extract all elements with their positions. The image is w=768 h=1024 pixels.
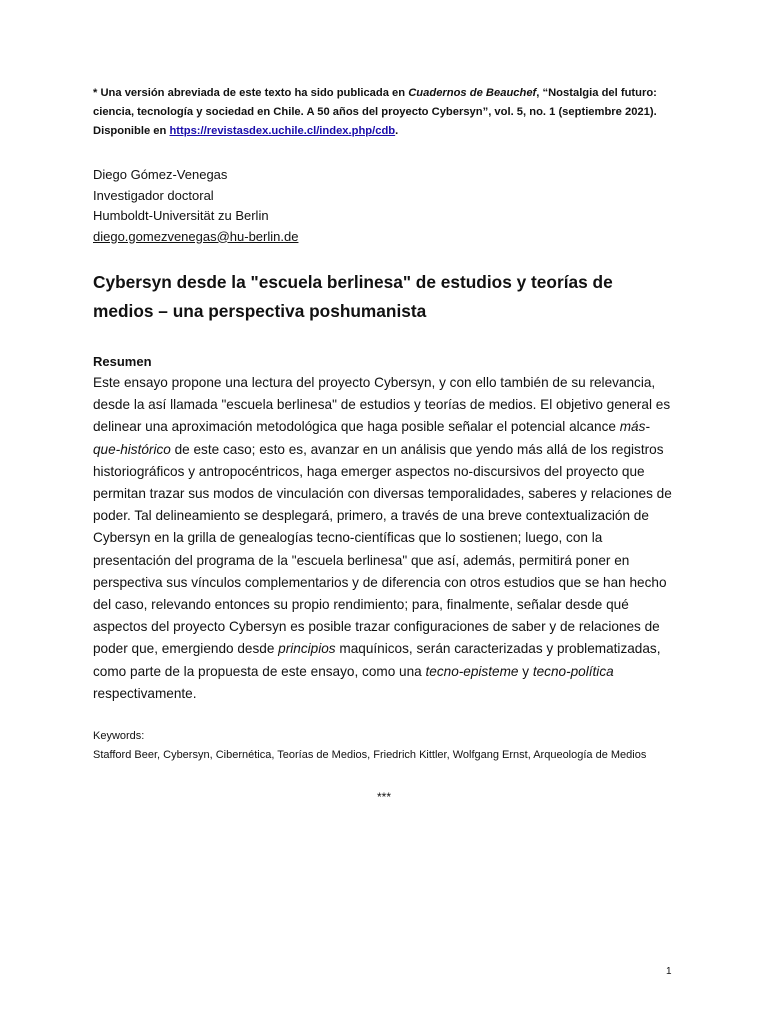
abstract-emphasis: principios <box>278 641 336 657</box>
page-number: 1 <box>666 966 672 977</box>
document-title: Cybersyn desde la "escuela berlinesa" de estudios y teorías de medios – una perspectiva poshumanista <box>93 272 613 321</box>
footnote-journal: Cuadernos de Beauchef <box>408 87 537 99</box>
footnote-link[interactable]: https://revistasdex.uchile.cl/index.php/cdb <box>169 125 396 137</box>
footnote-prefix: * Una versión abreviada de este texto ha sido publicada en <box>93 87 409 99</box>
section-separator: *** <box>376 790 391 805</box>
author-email[interactable]: diego.gomezvenegas@hu-berlin.de <box>93 228 299 244</box>
footnote <box>93 84 675 141</box>
abstract-part: maquínicos, serán caracterizadas y problematizadas, como parte de la propuesta de este ensayo, como una <box>93 641 661 679</box>
keywords-list: Stafford Beer, Cybersyn, Cibernética, Teorías de Medios, Friedrich Kittler, Wolfgang Ernst, Arqueología de Medios <box>93 749 647 762</box>
author-name: Diego Gómez-Venegas <box>93 167 228 182</box>
footnote-suffix: . <box>395 125 399 137</box>
abstract-part: de este caso; esto es, avanzar en un análisis que yendo más allá de los registros historiográficos y antropocéntricos, haga emerger aspectos no-discursivos del proyecto que permitan trazar sus modos de vinculación con diversas temporalidades, saberes y relaciones de poder. Tal delineamiento se desplegará, primero, a través de una breve contextualización de Cybersyn en la grilla de genealogías tecno-científicas que lo sostienen; luego, con la presentación del programa de la "escuela berlinesa" que así, además, permitirá poner en perspectiva sus vínculos complementarios y de diferencia con otros estudios que se han hecho del caso, relevando entonces su propio rendimiento; para, finalmente, señalar desde qué aspectos del proyecto Cybersyn es posible trazar configuraciones de saber y de relaciones de poder que, emergiendo desde <box>93 441 672 657</box>
document-page <box>93 84 675 807</box>
abstract-emphasis: tecno-política <box>532 663 614 679</box>
abstract-text <box>93 372 675 705</box>
author-block <box>93 165 675 247</box>
abstract-emphasis: tecno-episteme <box>425 663 519 679</box>
keywords-label: Keywords: <box>93 730 145 743</box>
author-institution: Humboldt-Universität zu Berlin <box>93 208 269 223</box>
abstract-part: respectivamente. <box>93 685 197 701</box>
abstract-part: Este ensayo propone una lectura del proyecto Cybersyn, y con ello también de su relevancia, desde la así llamada "escuela berlinesa" de estudios y teorías de medios. El objetivo general es delinear una aproximación metodológica que haga posible señalar el potencial alcance <box>93 375 671 435</box>
author-role: Investigador doctoral <box>93 187 214 203</box>
abstract-part: y <box>518 663 533 679</box>
abstract-heading: Resumen <box>93 354 152 369</box>
abstract-emphasis: más-que-histórico <box>93 419 650 457</box>
footnote-middle: , “Nostalgia del futuro: ciencia, tecnología y sociedad en Chile. A 50 años del proyecto Cybersyn”, vol. 5, no. 1 (septiembre 2021). Disponible en <box>93 87 657 137</box>
